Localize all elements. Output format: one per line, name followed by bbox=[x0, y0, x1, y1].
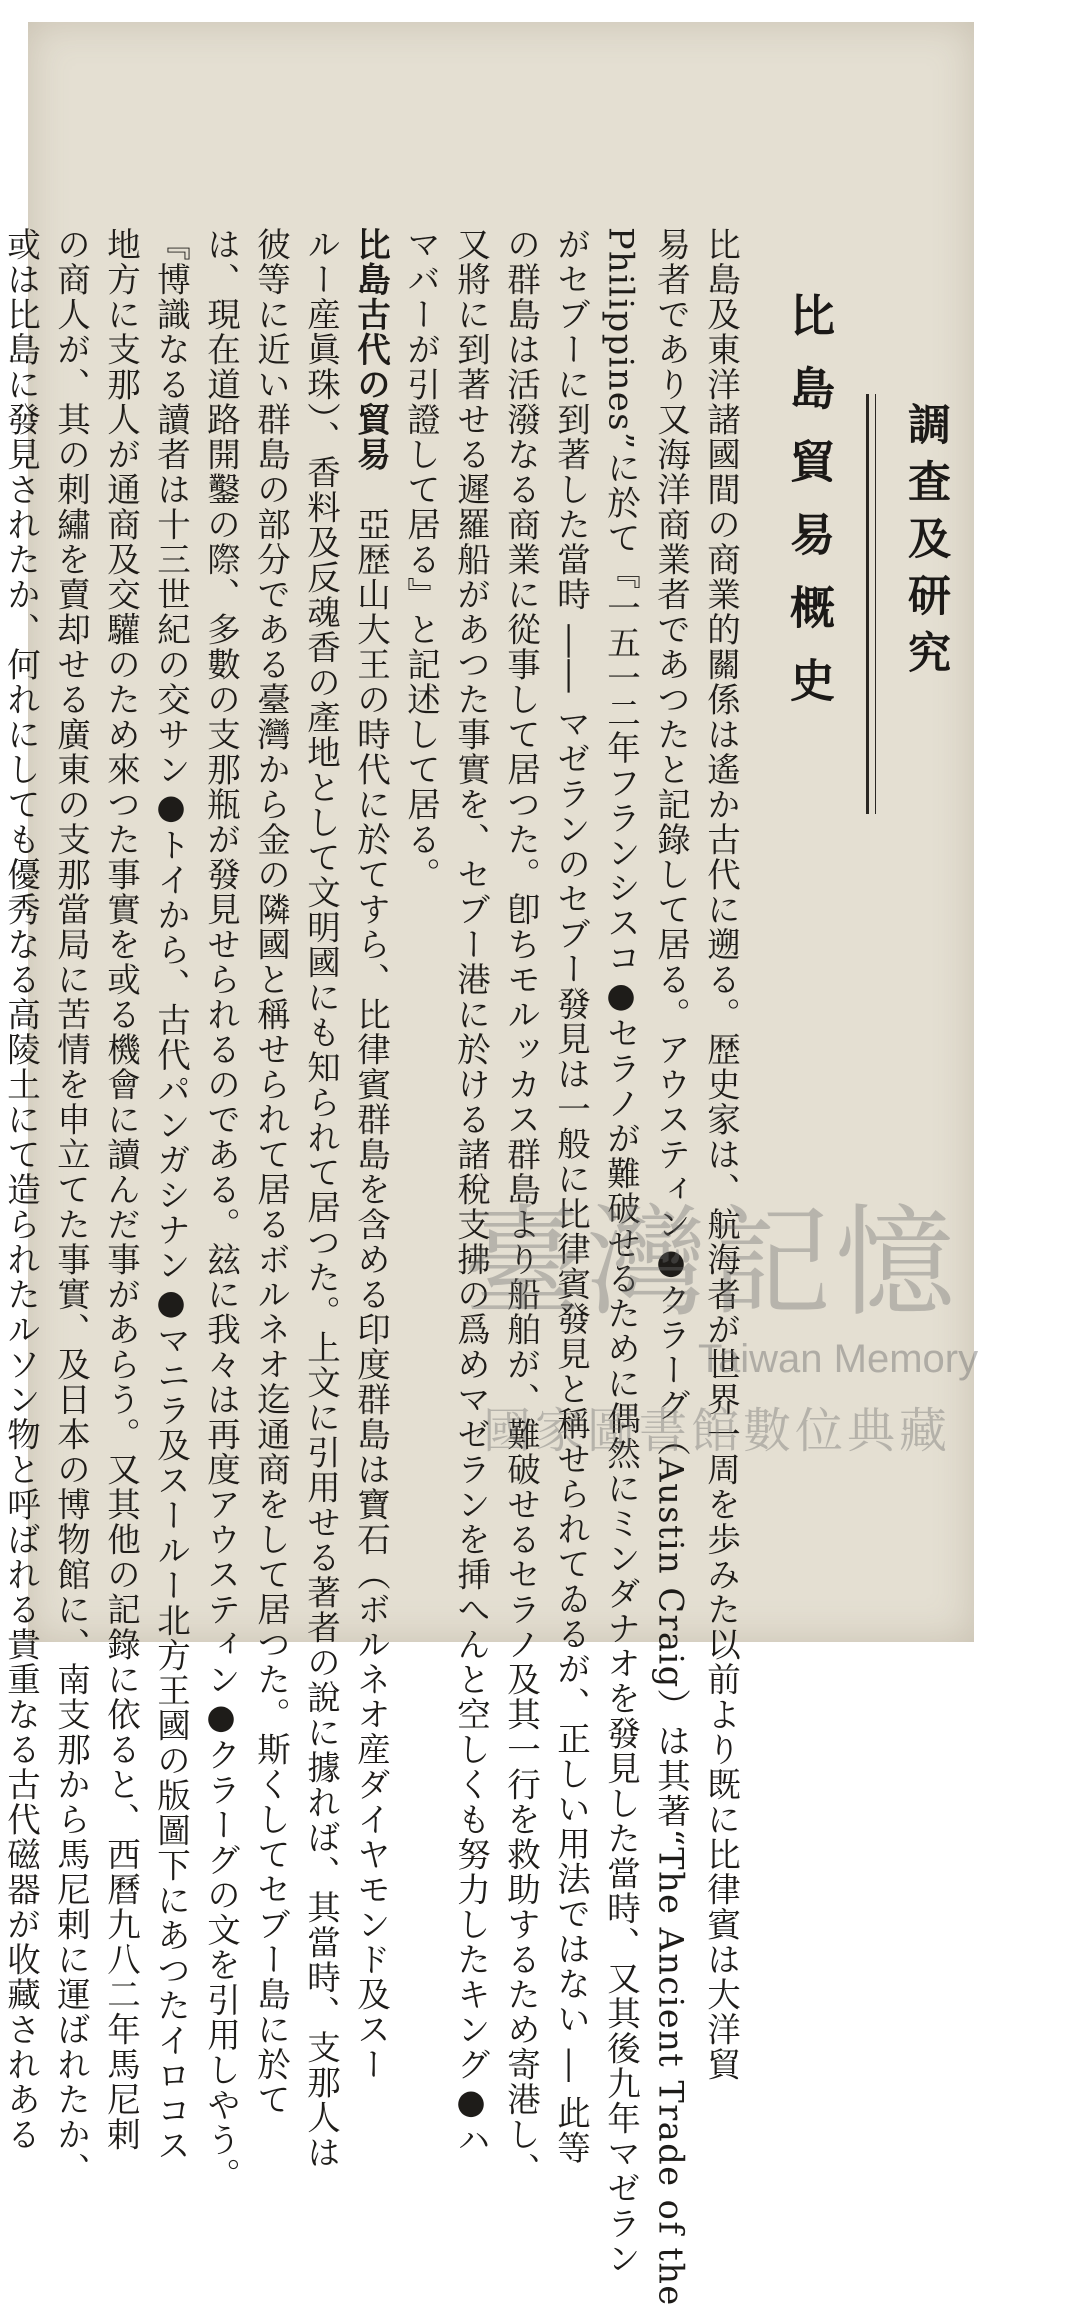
body-line-10: 彼等に近い群島の部分である臺灣から金の隣國と稱せられて居るボルネオ迄通商をして居つた。斯くしてセブー島に於て bbox=[251, 227, 291, 2117]
body-line-1: 比島及東洋諸國間の商業的關係は遙か古代に遡る。歴史家は、航海者が世界一周を歩みた以前より既に比律賓は大洋貿 bbox=[701, 227, 741, 2082]
body-line-11: は、現在道路開鑿の際、多數の支那瓶が發見せられるのである。玆に我々は再度アウスティン●クラーグの文を引用しやう。 bbox=[201, 227, 241, 2193]
body-line-13: 地方に支那人が通商及交驩のため來つた事實を或る機會に讀んだ事があらう。又其他の記錄に依ると、西曆九八二年馬尼剌 bbox=[101, 227, 141, 2152]
document-page bbox=[1, 22, 979, 2307]
body-line-8 bbox=[351, 227, 391, 2082]
section-title: 調査及研究 bbox=[901, 402, 951, 687]
body-line-5: の群島は活潑なる商業に從事して居つた。卽ちモルッカス群島より船舶が、難破せるセラノ及其一行を救助するため寄港し、 bbox=[501, 227, 541, 2187]
body-line-3: Philippines”に於て『一五一二年フランシスコ●セラノが難破せるために偶然にミンダナオを發見した當時、又其後九年マゼラン bbox=[601, 227, 641, 2277]
body-line-4: がセブーに到著した當時 ―― マゼランのセブー發見は一般に比律賓發見と稱せられてゐるが、正しい用法ではない ― 此等 bbox=[551, 227, 591, 2166]
body-line-7: マバーが引證して居る』と記述して居る。 bbox=[401, 227, 441, 892]
body-line-14: の商人が、其の刺繡を賣却せる廣東の支那當局に苦情を申立てた事實、及日本の博物館に、南支那から馬尼剌に運ばれたか、 bbox=[51, 227, 91, 2187]
article-title: 比島貿易概史 bbox=[782, 292, 835, 730]
body-line-9: ルー産眞珠）、香料及反魂香の產地として文明國にも知られて居つた。上文に引用せる著者の說に據れば、其當時、支那人は bbox=[301, 227, 341, 2171]
subheading-ancient-trade: 比島古代の貿易 bbox=[351, 227, 391, 472]
body-line-6: 又將に到著せる遲羅船があつた事實を、セブー港に於ける諸稅支拂の爲めマゼランを挿へんと空しくも努力したキング●ハ bbox=[451, 227, 491, 2158]
body-line-15: 或は比島に發見されたか、何れにしても優秀なる高陵土にて造られたルソン物と呼ばれる貴重なる古代磁器が收藏されある bbox=[1, 227, 41, 2152]
body-line-12: 『博識なる讀者は十三世紀の交サン●トイから、古代パンガシナン●マニラ及スールー北方王國の版圖下にあつたイロコス bbox=[151, 227, 191, 2163]
watermark-english: Taiwan Memory bbox=[698, 1337, 979, 1381]
section-rule bbox=[866, 394, 876, 814]
body-line-2: 易者であり又海洋商業者であつたと記錄して居る。アウスティン●クラーグ（Austin Craig）は其著“The Ancient Trade of the bbox=[651, 227, 691, 2307]
body-line-8-text: 亞歴山大王の時代に於てすら、比律賓群島を含める印度群島は寶石（ボルネオ産ダイヤモンド及スー bbox=[351, 472, 391, 2082]
watermark-logo: 臺灣記憶 bbox=[463, 1194, 959, 1333]
watermark-chinese: 國家圖書館數位典藏 bbox=[483, 1403, 952, 1459]
